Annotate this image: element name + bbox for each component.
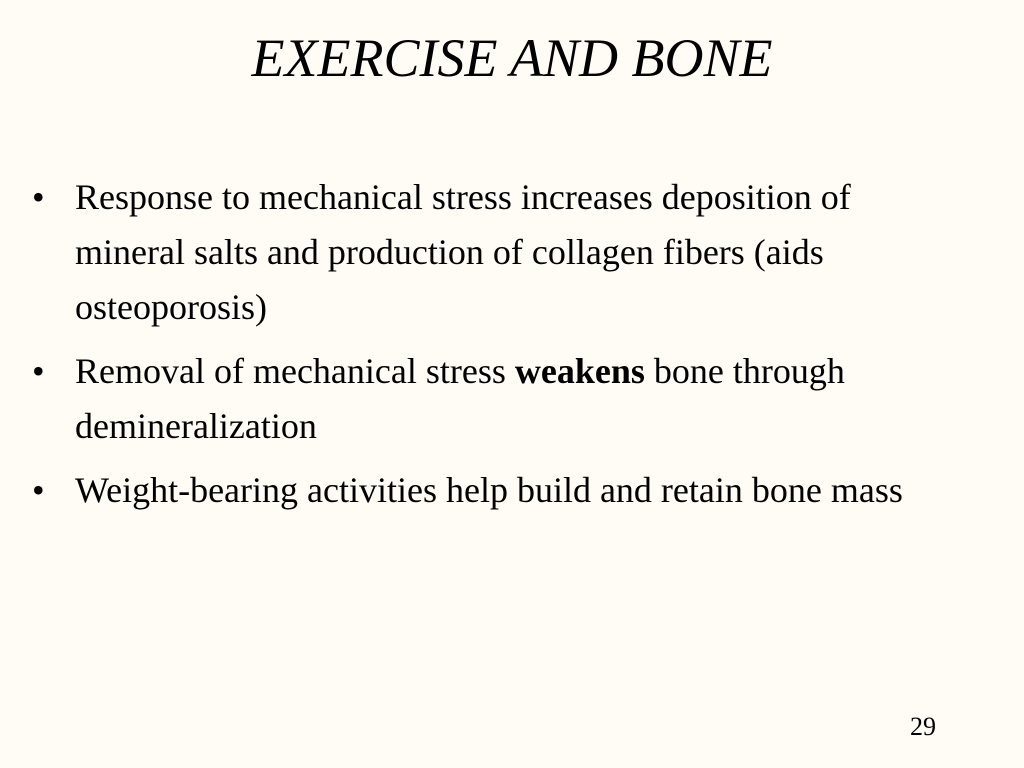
bullet-item-weight-bearing bbox=[30, 463, 940, 518]
bullet-list bbox=[30, 170, 940, 527]
bullet-text-end: bone through demineralization bbox=[75, 351, 845, 446]
slide-title: EXERCISE AND BONE bbox=[251, 28, 773, 88]
emphasized-word: weakens bbox=[514, 351, 645, 391]
bullet-text: Response to mechanical stress increases deposition of mineral salts and production of collagen fibers (aids osteoporosis) bbox=[75, 177, 851, 327]
bullet-text: Weight-bearing activities help build and retain bone mass bbox=[75, 470, 903, 510]
bullet-dot-icon: • bbox=[32, 351, 45, 391]
bullet-text-start: Removal of mechanical stress bbox=[75, 351, 515, 391]
bullet-dot-icon: • bbox=[32, 177, 45, 217]
page-number: 29 bbox=[910, 712, 936, 741]
bullet-dot-icon: • bbox=[32, 470, 45, 510]
bullet-item-removal-of-stress bbox=[30, 344, 940, 454]
bullet-item-mechanical-stress-response bbox=[30, 170, 940, 335]
bullet-text bbox=[75, 351, 845, 446]
